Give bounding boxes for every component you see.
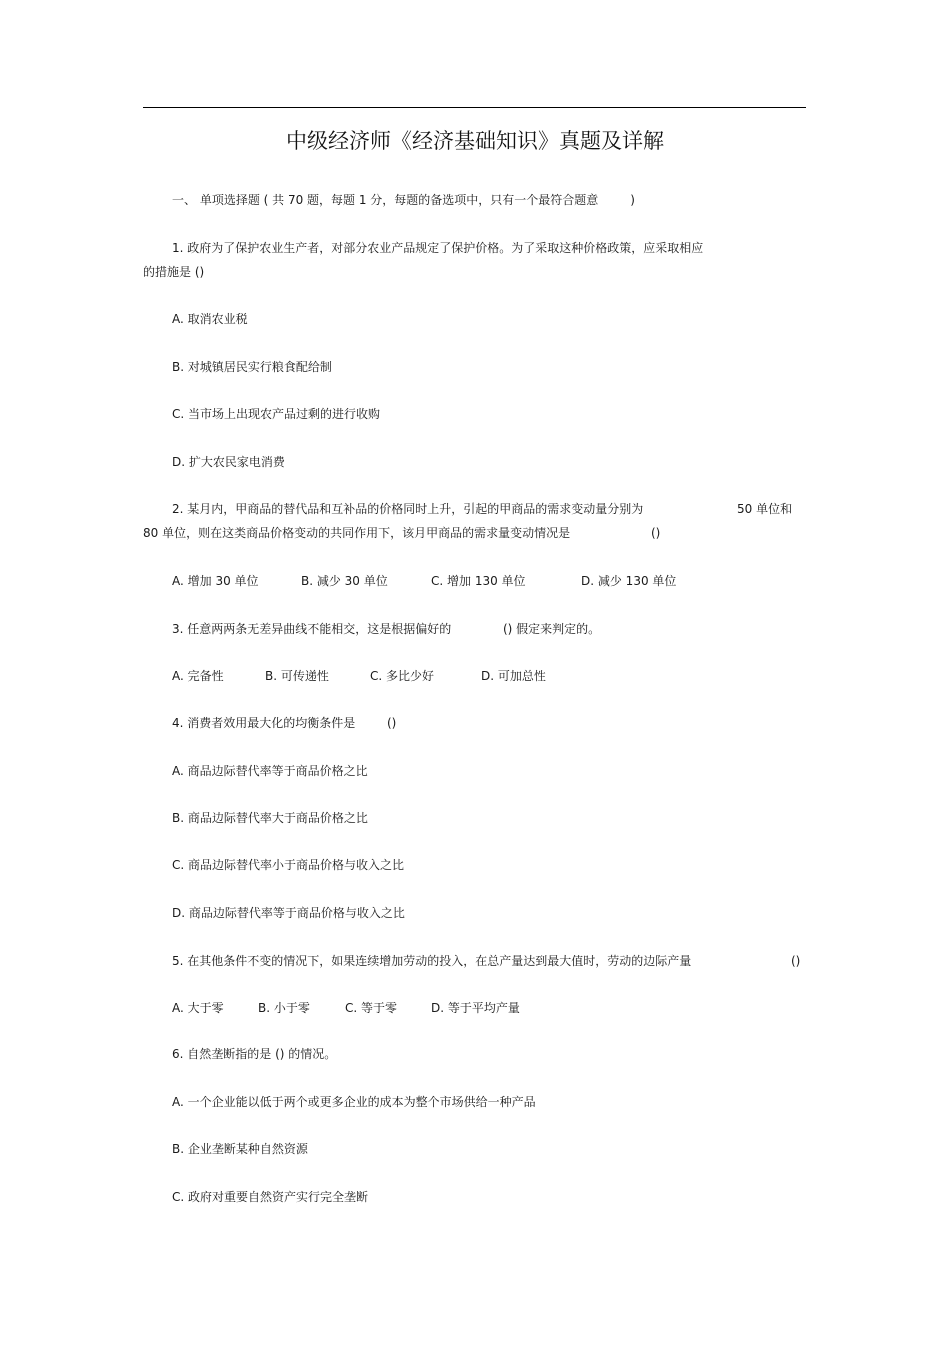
question-4-option-d: D. 商品边际替代率等于商品价格与收入之比 <box>172 906 405 920</box>
question-5-option-c: C. 等于零 <box>345 1001 398 1015</box>
section-header-close: ) <box>630 193 635 207</box>
question-3-stem-line1: 3. 任意两两条无差异曲线不能相交，这是根据偏好的 <box>172 622 452 636</box>
question-6-stem-line1: 6. 自然垄断指的是 () 的情况。 <box>172 1047 337 1061</box>
question-6-option-a: A. 一个企业能以低于两个或更多企业的成本为整个市场供给一种产品 <box>172 1095 536 1109</box>
question-2-option-a: A. 增加 30 单位 <box>172 574 259 588</box>
question-1-option-d: D. 扩大农民家电消费 <box>172 455 285 469</box>
question-1-option-b: B. 对城镇居民实行粮食配给制 <box>172 360 332 374</box>
question-3-option-d: D. 可加总性 <box>481 669 546 683</box>
page-title: 中级经济师《经济基础知识》真题及详解 <box>286 129 664 153</box>
question-4-option-a: A. 商品边际替代率等于商品价格之比 <box>172 764 368 778</box>
question-3-option-c: C. 多比少好 <box>370 669 435 683</box>
question-1-option-a: A. 取消农业税 <box>172 312 248 326</box>
question-4-option-b: B. 商品边际替代率大于商品价格之比 <box>172 811 368 825</box>
section-header-text: 一、 单项选择题 ( 共 70 题，每题 1 分，每题的备选项中，只有一个最符合题意 <box>172 193 599 207</box>
question-6-option-c: C. 政府对重要自然资产实行完全垄断 <box>172 1190 369 1204</box>
question-2-option-c: C. 增加 130 单位 <box>431 574 526 588</box>
question-2-stem-line1-tail: 50 单位和 <box>737 502 793 516</box>
question-5-stem-line1-tail: () <box>791 954 801 968</box>
question-1-stem-line2: 的措施是 () <box>143 265 205 279</box>
question-4-stem-line1: 4. 消费者效用最大化的均衡条件是 <box>172 716 356 730</box>
question-2-stem-line2-tail: () <box>651 526 661 540</box>
question-2-stem-line1: 2. 某月内，甲商品的替代品和互补品的价格同时上升，引起的甲商品的需求变动量分别为 <box>172 502 644 516</box>
question-2-option-d: D. 减少 130 单位 <box>581 574 677 588</box>
question-4-option-c: C. 商品边际替代率小于商品价格与收入之比 <box>172 858 405 872</box>
question-5-option-d: D. 等于平均产量 <box>431 1001 520 1015</box>
question-2-stem-line2: 80 单位，则在这类商品价格变动的共同作用下，该月甲商品的需求量变动情况是 <box>143 526 571 540</box>
section-header <box>172 192 635 208</box>
question-3-stem-line1-tail: () 假定来判定的。 <box>503 622 601 636</box>
question-1-stem-line1: 1. 政府为了保护农业生产者，对部分农业产品规定了保护价格。为了采取这种价格政策，应采取相应 <box>172 241 704 255</box>
question-3-option-a: A. 完备性 <box>172 669 224 683</box>
question-3-option-b: B. 可传递性 <box>265 669 329 683</box>
question-5-option-b: B. 小于零 <box>258 1001 310 1015</box>
question-6-option-b: B. 企业垄断某种自然资源 <box>172 1142 308 1156</box>
header-rule <box>143 107 806 108</box>
question-5-option-a: A. 大于零 <box>172 1001 224 1015</box>
question-4-stem-line1-tail: () <box>387 716 397 730</box>
question-5-stem-line1: 5. 在其他条件不变的情况下，如果连续增加劳动的投入，在总产量达到最大值时，劳动的边际产量 <box>172 954 692 968</box>
question-1-option-c: C. 当市场上出现农产品过剩的进行收购 <box>172 407 381 421</box>
question-2-option-b: B. 减少 30 单位 <box>301 574 388 588</box>
